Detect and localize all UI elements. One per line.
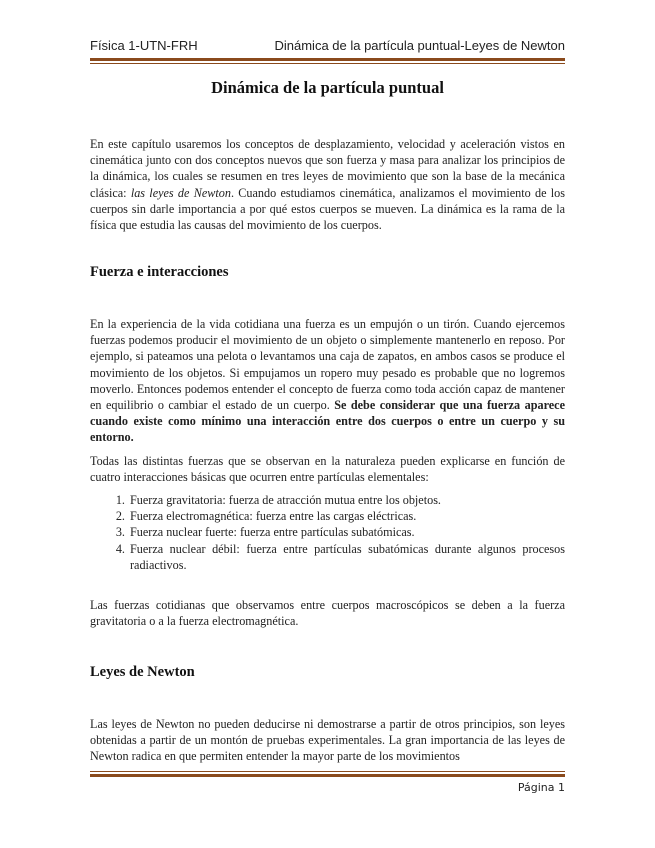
header-rule-thick [90,58,565,61]
list-item: 3. Fuerza nuclear fuerte: fuerza entre partículas subatómicas. [128,524,565,540]
fuerza-paragraph-2: Todas las distintas fuerzas que se observan en la naturaleza pueden explicarse en función de cuatro interacciones básicas que ocurren entre partículas elementales: [90,454,565,485]
intro-text-after: . Cuando estudiamos cinemática, analizamos el movimiento de los cuerpos sin darle importancia a por qué estos cuerpos se mueven. La dinámica es la rama de la física que estudia las causas del movimiento de los cuerpos. [90,185,565,233]
fuerza-paragraph-1-text: En la experiencia de la vida cotidiana una fuerza es un empujón o un tirón. Cuando ejercemos fuerzas podemos producir el movimiento de un objeto o simplemente mantenerlo en reposo. Por ejemplo, si pateamos una pelota o levantamos una caja de zapatos, en ambos casos se produce el movimiento de los objetos. Si empujamos un ropero muy pesado es probable que no logremos moverlo. Entonces podemos entender el concepto de fuerza como toda acción capaz de mantener en equilibrio o cambiar el estado de un cuerpo. [90,317,565,413]
intro-text-before: En este capítulo usaremos los conceptos de desplazamiento, velocidad y aceleración vistos en cinemática junto con dos conceptos nuevos que son fuerza y masa para analizar los principios de la dinámica, los cuales se resumen en tres leyes de movimiento que son la base de la mecánica clásica: [90,137,565,200]
intro-paragraph [90,136,565,233]
fuerza-paragraph-1-bold: Se debe considerar que una fuerza aparece cuando existe como mínimo una interacción entre dos cuerpos o entre un cuerpo y su entorno. [90,398,565,445]
section-heading-newton: Leyes de Newton [90,664,195,680]
footer-rule-thin [90,771,565,772]
list-item: 1. Fuerza gravitatoria: fuerza de atracción mutua entre los objetos. [128,492,565,508]
list-item: 4. Fuerza nuclear débil: fuerza entre partículas subatómicas durante algunos procesos radiactivos. [128,541,565,573]
fuerza-paragraph-3: Las fuerzas cotidianas que observamos entre cuerpos macroscópicos se deben a la fuerza gravitatoria o a la fuerza electromagnética. [90,598,565,629]
header-chapter: Dinámica de la partícula puntual-Leyes de Newton [274,38,565,53]
page-number: Página 1 [517,781,565,794]
interactions-list [90,492,565,573]
page-header [90,38,565,56]
footer-rule-thick [90,774,565,777]
header-course: Física 1-UTN-FRH [90,38,198,53]
newton-paragraph-1: Las leyes de Newton no pueden deducirse ni demostrarse a partir de otros principios, son leyes obtenidas a partir de un montón de pruebas experimentales. La gran importancia de las leyes de Newton radica en que permiten entender la mayor parte de los movimientos [90,717,565,764]
list-item: 2. Fuerza electromagnética: fuerza entre las cargas eléctricas. [128,508,565,524]
page-title: Dinámica de la partícula puntual [211,78,444,97]
section-heading-fuerza: Fuerza e interacciones [90,264,229,280]
intro-italic-term: las leyes de Newton [130,185,231,200]
header-rule-thin [90,63,565,64]
fuerza-paragraph-1 [90,316,565,446]
